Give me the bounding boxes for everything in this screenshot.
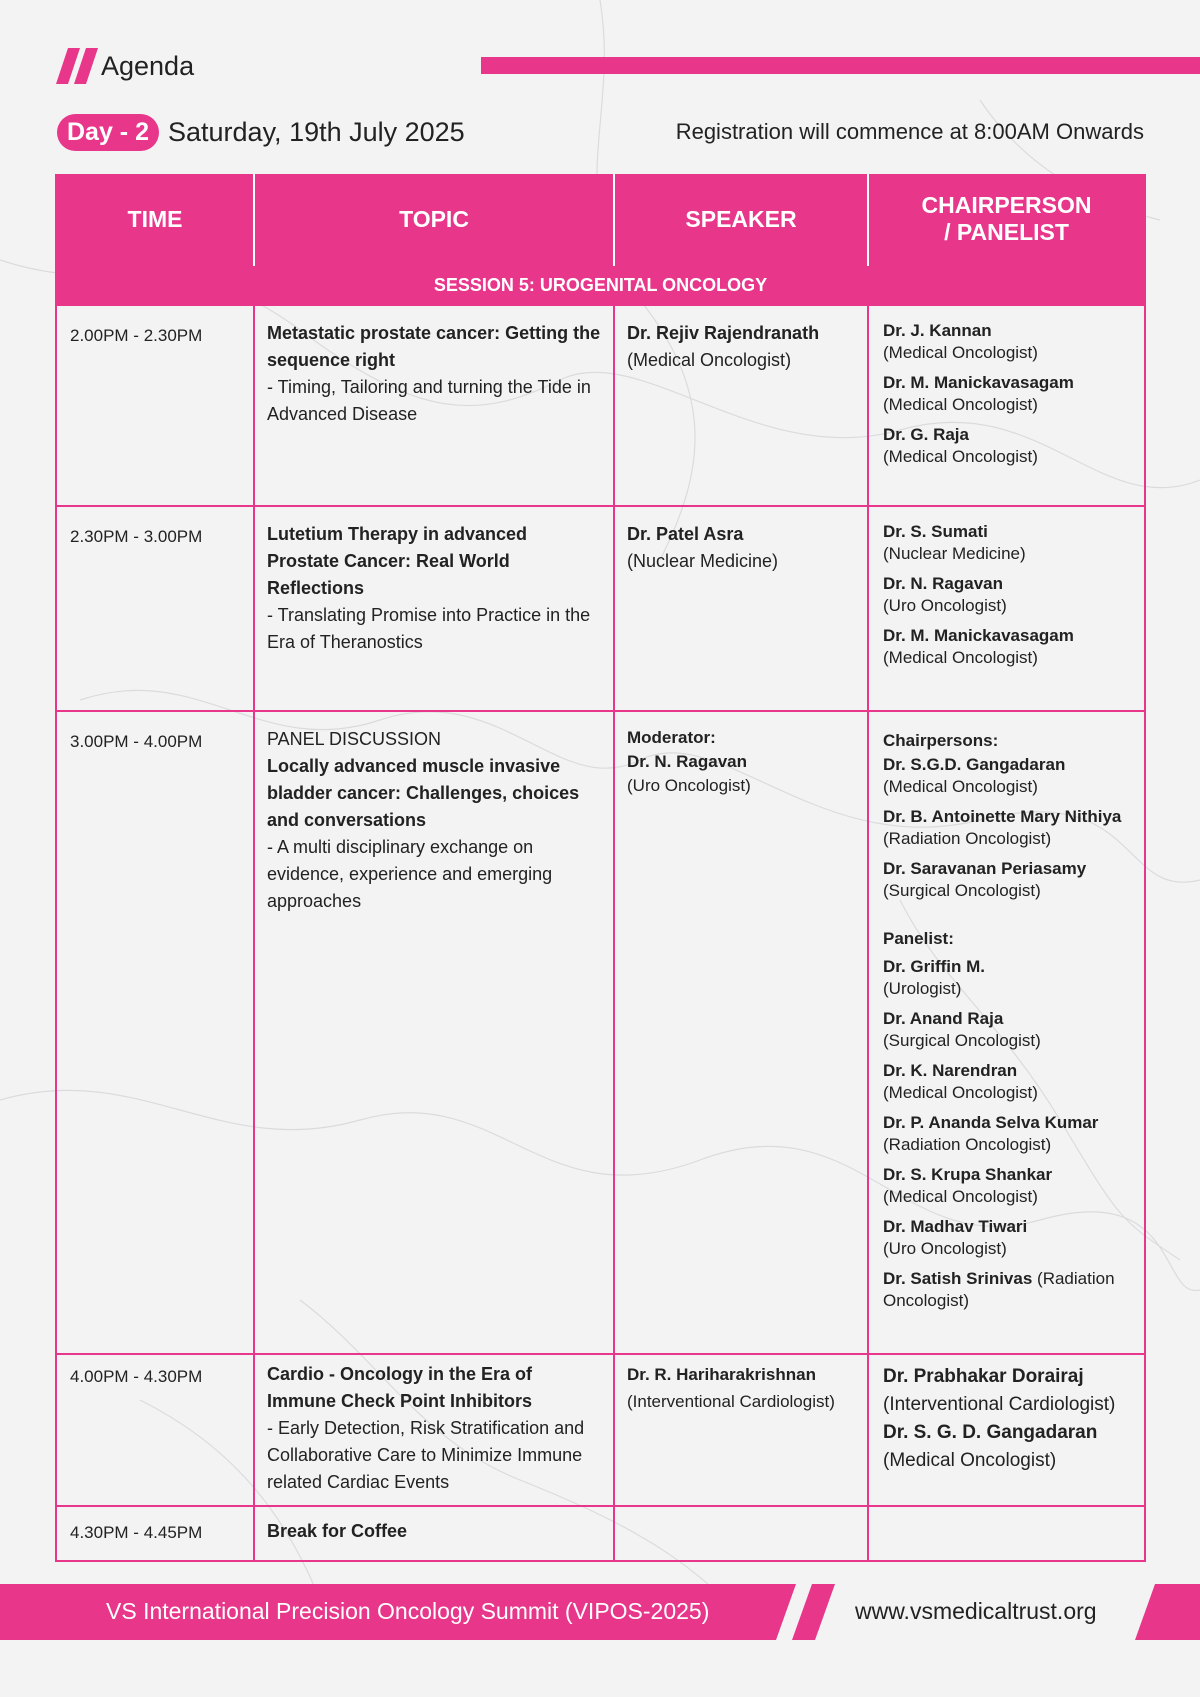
chair-name: Dr. B. Antoinette Mary Nithiya — [883, 807, 1122, 826]
topic-title: Cardio - Oncology in the Era of Immune Check Point Inhibitors — [267, 1364, 533, 1411]
topic-cell — [254, 1354, 614, 1506]
panelist-label: Panelist: — [883, 929, 954, 948]
panelist-role: (Surgical Oncologist) — [883, 1031, 1041, 1050]
chair-cell — [868, 1354, 1145, 1506]
table-header-row — [56, 174, 1145, 265]
topic-cell — [254, 1506, 614, 1561]
panelist-role: (Radiation Oncologist) — [883, 1269, 1115, 1310]
chair-role: (Surgical Oncologist) — [883, 881, 1041, 900]
panelist-name: Dr. Madhav Tiwari — [883, 1217, 1028, 1236]
topic-description: - Early Detection, Risk Stratification and Collaborative Care to Minimize Immune related Cardiac Events — [267, 1418, 585, 1492]
chair-role: (Medical Oncologist) — [883, 447, 1038, 466]
chair-name: Dr. M. Manickavasagam — [883, 626, 1074, 645]
topic-prefix: PANEL DISCUSSION — [267, 729, 442, 749]
chair-entry — [883, 754, 1136, 798]
column-header-topic: TOPIC — [254, 174, 614, 265]
topic-cell — [254, 506, 614, 711]
chair-entry — [883, 1419, 1136, 1475]
speaker-role: (Uro Oncologist) — [627, 776, 751, 795]
time-cell: 2.30PM - 3.00PM — [56, 506, 254, 711]
speaker-cell — [614, 711, 868, 1354]
speaker-name: Dr. Patel Asra — [627, 524, 744, 544]
column-header-speaker: SPEAKER — [614, 174, 868, 265]
topic-cell — [254, 711, 614, 1354]
speaker-cell — [614, 1354, 868, 1506]
column-header-time: TIME — [56, 174, 254, 265]
panelist-entry — [883, 1268, 1136, 1312]
chair-role: (Radiation Oncologist) — [883, 829, 1052, 848]
topic-description: - A multi disciplinary exchange on evidence, experience and emerging approaches — [267, 837, 553, 911]
footer-website-link[interactable]: www.vsmedicaltrust.org — [855, 1598, 1097, 1624]
chair-entry — [883, 1363, 1136, 1419]
panelist-entry — [883, 956, 1136, 1000]
panelist-entry — [883, 1060, 1136, 1104]
chair-name: Dr. J. Kannan — [883, 321, 992, 340]
topic-title: Break for Coffee — [267, 1521, 408, 1541]
table-row — [56, 506, 1145, 711]
chair-role: (Nuclear Medicine) — [883, 544, 1026, 563]
chair-name: Dr. S. Sumati — [883, 522, 988, 541]
header-accent-bar — [481, 57, 1200, 74]
topic-title: Lutetium Therapy in advanced Prostate Cancer: Real World Reflections — [267, 524, 528, 598]
panelist-role: (Medical Oncologist) — [883, 1083, 1038, 1102]
topic-title: Metastatic prostate cancer: Getting the sequence right — [267, 323, 601, 370]
panelist-entry — [883, 1164, 1136, 1208]
day-date: Saturday, 19th July 2025 — [168, 117, 465, 147]
time-cell: 4.00PM - 4.30PM — [56, 1354, 254, 1506]
table-row — [56, 305, 1145, 506]
chairpersons-label: Chairpersons: — [883, 731, 999, 750]
panelist-name: Dr. P. Ananda Selva Kumar — [883, 1113, 1099, 1132]
chair-entry — [883, 858, 1136, 902]
chair-role: (Medical Oncologist) — [883, 343, 1038, 362]
chair-cell — [868, 305, 1145, 506]
chair-role: (Medical Oncologist) — [883, 1450, 1057, 1471]
chair-entry — [883, 625, 1136, 669]
chair-entry — [883, 521, 1136, 565]
chair-entry — [883, 806, 1136, 850]
chair-role: (Interventional Cardiologist) — [883, 1394, 1116, 1415]
chair-name: Dr. Saravanan Periasamy — [883, 859, 1087, 878]
speaker-name: Dr. Rejiv Rajendranath — [627, 323, 820, 343]
chair-role: (Medical Oncologist) — [883, 395, 1038, 414]
speaker-role: (Interventional Cardiologist) — [627, 1392, 835, 1411]
panelist-entry — [883, 1112, 1136, 1156]
panelist-name: Dr. Anand Raja — [883, 1009, 1004, 1028]
footer-summit-name: VS International Precision Oncology Summit (VIPOS-2025) — [106, 1598, 710, 1624]
chair-name: Dr. G. Raja — [883, 425, 969, 444]
day-badge: Day - 2 — [57, 114, 159, 151]
table-row — [56, 1354, 1145, 1506]
panelist-entry — [883, 1008, 1136, 1052]
chair-name: Dr. Prabhakar Dorairaj — [883, 1366, 1084, 1387]
speaker-role: (Nuclear Medicine) — [627, 551, 779, 571]
speaker-cell — [614, 506, 868, 711]
chair-cell — [868, 506, 1145, 711]
time-cell: 3.00PM - 4.00PM — [56, 711, 254, 1354]
panelist-role: (Radiation Oncologist) — [883, 1135, 1052, 1154]
chair-entry — [883, 573, 1136, 617]
panelist-entry — [883, 1216, 1136, 1260]
speaker-name: Dr. R. Hariharakrishnan — [627, 1365, 816, 1384]
speaker-name: Dr. N. Ragavan — [627, 752, 747, 771]
time-cell: 2.00PM - 2.30PM — [56, 305, 254, 506]
registration-note: Registration will commence at 8:00AM Onwards — [675, 119, 1144, 144]
chair-name: Dr. S. G. D. Gangadaran — [883, 1422, 1098, 1443]
topic-description: - Timing, Tailoring and turning the Tide in Advanced Disease — [267, 377, 591, 424]
chair-entry — [883, 424, 1136, 468]
table-row — [56, 711, 1145, 1354]
chair-name: Dr. M. Manickavasagam — [883, 373, 1074, 392]
topic-title: Locally advanced muscle invasive bladder cancer: Challenges, choices and conversations — [267, 756, 580, 830]
speaker-role: (Medical Oncologist) — [627, 350, 792, 370]
chair-entry — [883, 372, 1136, 416]
panelist-role: (Urologist) — [883, 979, 962, 998]
panelist-name: Dr. Griffin M. — [883, 957, 985, 976]
speaker-cell — [614, 1506, 868, 1561]
panelist-name: Dr. S. Krupa Shankar — [883, 1165, 1053, 1184]
double-slash-logo-icon — [56, 48, 100, 84]
time-cell: 4.30PM - 4.45PM — [56, 1506, 254, 1561]
panelist-role: (Uro Oncologist) — [883, 1239, 1007, 1258]
session-title: SESSION 5: UROGENITAL ONCOLOGY — [56, 265, 1145, 305]
topic-cell — [254, 305, 614, 506]
chair-role: (Medical Oncologist) — [883, 777, 1038, 796]
topic-description: - Translating Promise into Practice in the Era of Theranostics — [267, 605, 591, 652]
chair-name: Dr. N. Ragavan — [883, 574, 1003, 593]
speaker-cell — [614, 305, 868, 506]
chair-cell — [868, 1506, 1145, 1561]
moderator-label: Moderator: — [627, 728, 716, 747]
chair-role: (Medical Oncologist) — [883, 648, 1038, 667]
page-title: Agenda — [101, 51, 195, 81]
table-row — [56, 1506, 1145, 1561]
panelist-name: Dr. K. Narendran — [883, 1061, 1018, 1080]
agenda-table — [55, 174, 1146, 1562]
panelist-role: (Medical Oncologist) — [883, 1187, 1038, 1206]
chair-entry — [883, 320, 1136, 364]
column-header-chairperson: CHAIRPERSON / PANELIST — [868, 174, 1145, 265]
session-row — [56, 265, 1145, 305]
chair-role: (Uro Oncologist) — [883, 596, 1007, 615]
group-spacer — [883, 910, 1136, 928]
chair-cell — [868, 711, 1145, 1354]
chair-name: Dr. S.G.D. Gangadaran — [883, 755, 1066, 774]
panelist-name: Dr. Satish Srinivas — [883, 1269, 1033, 1288]
